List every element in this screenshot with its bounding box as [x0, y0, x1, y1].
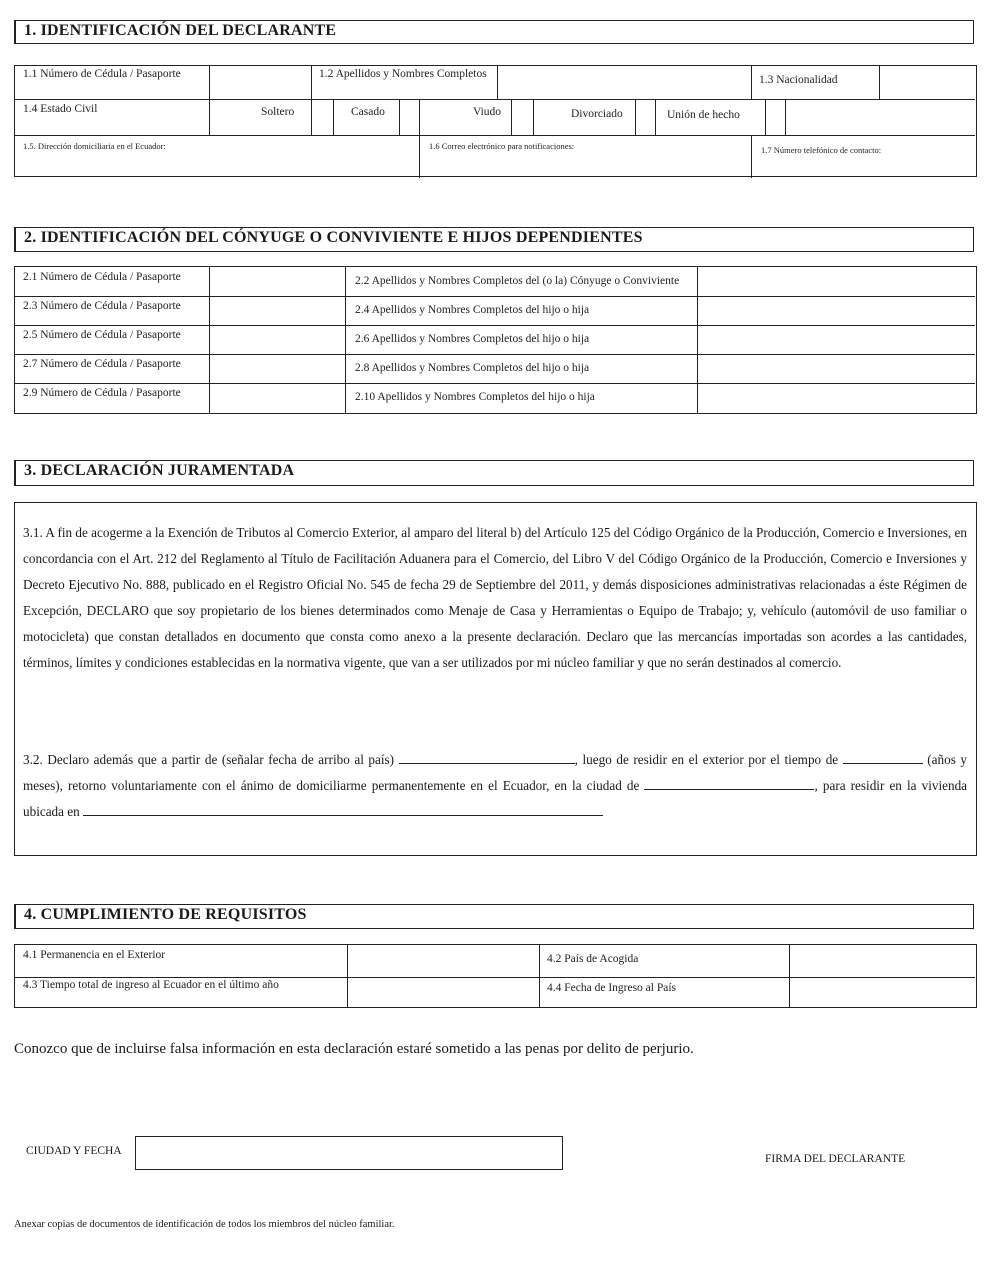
- declaration-p2-part-a: 3.2. Declaro además que a partir de (señalar fecha de arribo al país): [23, 752, 395, 767]
- child-4-id-label: 2.9 Número de Cédula / Pasaporte: [23, 387, 181, 399]
- spouse-id-field[interactable]: [210, 267, 344, 296]
- civil-option-divorciado: Divorciado: [571, 108, 623, 120]
- declaration-p2-part-b: , luego de residir en el exterior por el tiempo de: [574, 752, 839, 767]
- child-3-id-label: 2.7 Número de Cédula / Pasaporte: [23, 358, 181, 370]
- child-3-name-field[interactable]: [698, 354, 974, 383]
- total-time-label: 4.3 Tiempo total de ingreso al Ecuador en el último año: [23, 979, 279, 991]
- email-field[interactable]: [420, 150, 750, 176]
- civil-option-casado: Casado: [351, 106, 385, 118]
- child-4-id-field[interactable]: [210, 383, 344, 413]
- child-3-id-field[interactable]: [210, 354, 344, 383]
- section-1-table: [14, 65, 977, 177]
- phone-label: 1.7 Número telefónico de contacto:: [761, 145, 882, 155]
- section-1-title: 1. IDENTIFICACIÓN DEL DECLARANTE: [24, 22, 337, 39]
- section-4-title: 4. CUMPLIMIENTO DE REQUISITOS: [24, 906, 307, 923]
- section-3-box: [14, 502, 977, 856]
- civil-option-viudo: Viudo: [473, 106, 502, 118]
- address-label: 1.5. Dirección domiciliaria en el Ecuador:: [23, 141, 166, 151]
- declaration-paragraph-2: [23, 747, 967, 825]
- time-abroad-blank[interactable]: [843, 749, 923, 764]
- full-names-label: 1.2 Apellidos y Nombres Completos: [319, 68, 487, 80]
- entry-date-label: 4.4 Fecha de Ingreso al País: [547, 982, 677, 994]
- entry-date-field[interactable]: [790, 977, 974, 1007]
- child-4-name-label: 2.10 Apellidos y Nombres Completos del hijo o hija: [355, 391, 595, 403]
- civil-option-soltero: Soltero: [261, 106, 295, 118]
- declaration-p2-part-d: , para residir en la vivienda ubicada en: [23, 778, 968, 819]
- section-3-title: 3. DECLARACIÓN JURAMENTADA: [24, 462, 295, 479]
- host-country-label: 4.2 País de Acogida: [547, 953, 639, 965]
- id-number-label: 1.1 Número de Cédula / Pasaporte: [23, 68, 181, 80]
- phone-field[interactable]: [752, 154, 974, 176]
- total-time-field[interactable]: [348, 977, 538, 1007]
- child-2-name-field[interactable]: [698, 325, 974, 354]
- section-4-header: [14, 904, 974, 929]
- union-hecho-checkbox[interactable]: [766, 100, 784, 134]
- divorciado-checkbox[interactable]: [636, 100, 654, 134]
- civil-option-union-hecho: Unión de hecho: [667, 109, 740, 121]
- child-2-id-label: 2.5 Número de Cédula / Pasaporte: [23, 329, 181, 341]
- host-country-field[interactable]: [790, 945, 974, 977]
- address-blank[interactable]: [83, 801, 603, 816]
- child-2-name-label: 2.6 Apellidos y Nombres Completos del hijo o hija: [355, 333, 590, 345]
- declaration-p2-part-c: (años y meses), retorno voluntariamente con el ánimo de domiciliarme permanentemente en el Ecuador, en la ciudad de: [23, 752, 967, 793]
- child-1-name-field[interactable]: [698, 296, 974, 325]
- address-field[interactable]: [15, 150, 418, 176]
- child-1-id-label: 2.3 Número de Cédula / Pasaporte: [23, 300, 181, 312]
- child-2-id-field[interactable]: [210, 325, 344, 354]
- declaration-paragraph-1: 3.1. A fin de acogerme a la Exención de Tributos al Comercio Exterior, al amparo del literal b) del Artículo 125 del Código Orgánico de la Producción, Comercio e Inversiones, en concordancia con el Art. 212 del Reglamento al Título de Facilitación Aduanera para el Comercio, del Libro V del Código Orgánico de la Producción, Comercio e Inversiones y Decreto Ejecutivo No. 888, publicado en el Registro Oficial No. 545 de fecha 29 de Septiembre del 2011, y demás disposiciones administrativas relacionadas a éste Régimen de Excepción, DECLARO que soy propietario de los bienes determinados como Menaje de Casa y Herramientas o Equipo de Trabajo; y, vehículo (automóvil de uso familiar o motocicleta) que constan detallados en documento que consta como anexo a la presente declaración. Declaro que las mercancías importadas son acordes a las cantidades, términos, límites y condiciones establecidas en la normativa vigente, que van a ser utilizados por mi núcleo familiar y que no serán destinados al comercio.: [23, 525, 967, 670]
- footer-note: Anexar copias de documentos de identificación de todos los miembros del núcleo familiar.: [14, 1219, 395, 1230]
- section-1-header: [14, 20, 974, 44]
- email-label: 1.6 Correo electrónico para notificaciones:: [429, 141, 575, 151]
- city-date-field[interactable]: [135, 1136, 563, 1170]
- section-2-header: [14, 227, 974, 252]
- section-3-header: [14, 460, 974, 486]
- section-2-table: [14, 266, 977, 414]
- city-blank[interactable]: [644, 775, 814, 790]
- nationality-label: 1.3 Nacionalidad: [759, 74, 838, 86]
- city-date-label: CIUDAD Y FECHA: [26, 1145, 122, 1157]
- viudo-checkbox[interactable]: [512, 100, 532, 134]
- permanence-label: 4.1 Permanencia en el Exterior: [23, 949, 166, 961]
- nationality-field[interactable]: [880, 66, 974, 99]
- signature-label: FIRMA DEL DECLARANTE: [765, 1153, 906, 1165]
- soltero-checkbox[interactable]: [312, 100, 332, 134]
- child-3-name-label: 2.8 Apellidos y Nombres Completos del hijo o hija: [355, 362, 590, 374]
- id-number-field[interactable]: [210, 66, 310, 99]
- casado-checkbox[interactable]: [400, 100, 418, 134]
- permanence-field[interactable]: [348, 945, 538, 977]
- section-4-table: [14, 944, 977, 1008]
- section-2-title: 2. IDENTIFICACIÓN DEL CÓNYUGE O CONVIVIENTE E HIJOS DEPENDIENTES: [24, 229, 643, 246]
- full-names-field[interactable]: [498, 66, 750, 99]
- spouse-name-field[interactable]: [698, 267, 974, 296]
- spouse-name-label: 2.2 Apellidos y Nombres Completos del (o la) Cónyuge o Conviviente: [355, 275, 680, 287]
- child-4-name-field[interactable]: [698, 383, 974, 413]
- perjury-notice: Conozco que de incluirse falsa información en esta declaración estaré sometido a las penas por delito de perjurio.: [14, 1041, 694, 1057]
- spouse-id-label: 2.1 Número de Cédula / Pasaporte: [23, 271, 181, 283]
- child-1-id-field[interactable]: [210, 296, 344, 325]
- child-1-name-label: 2.4 Apellidos y Nombres Completos del hijo o hija: [355, 304, 590, 316]
- arrival-date-blank[interactable]: [399, 749, 575, 764]
- civil-status-label: 1.4 Estado Civil: [23, 103, 98, 115]
